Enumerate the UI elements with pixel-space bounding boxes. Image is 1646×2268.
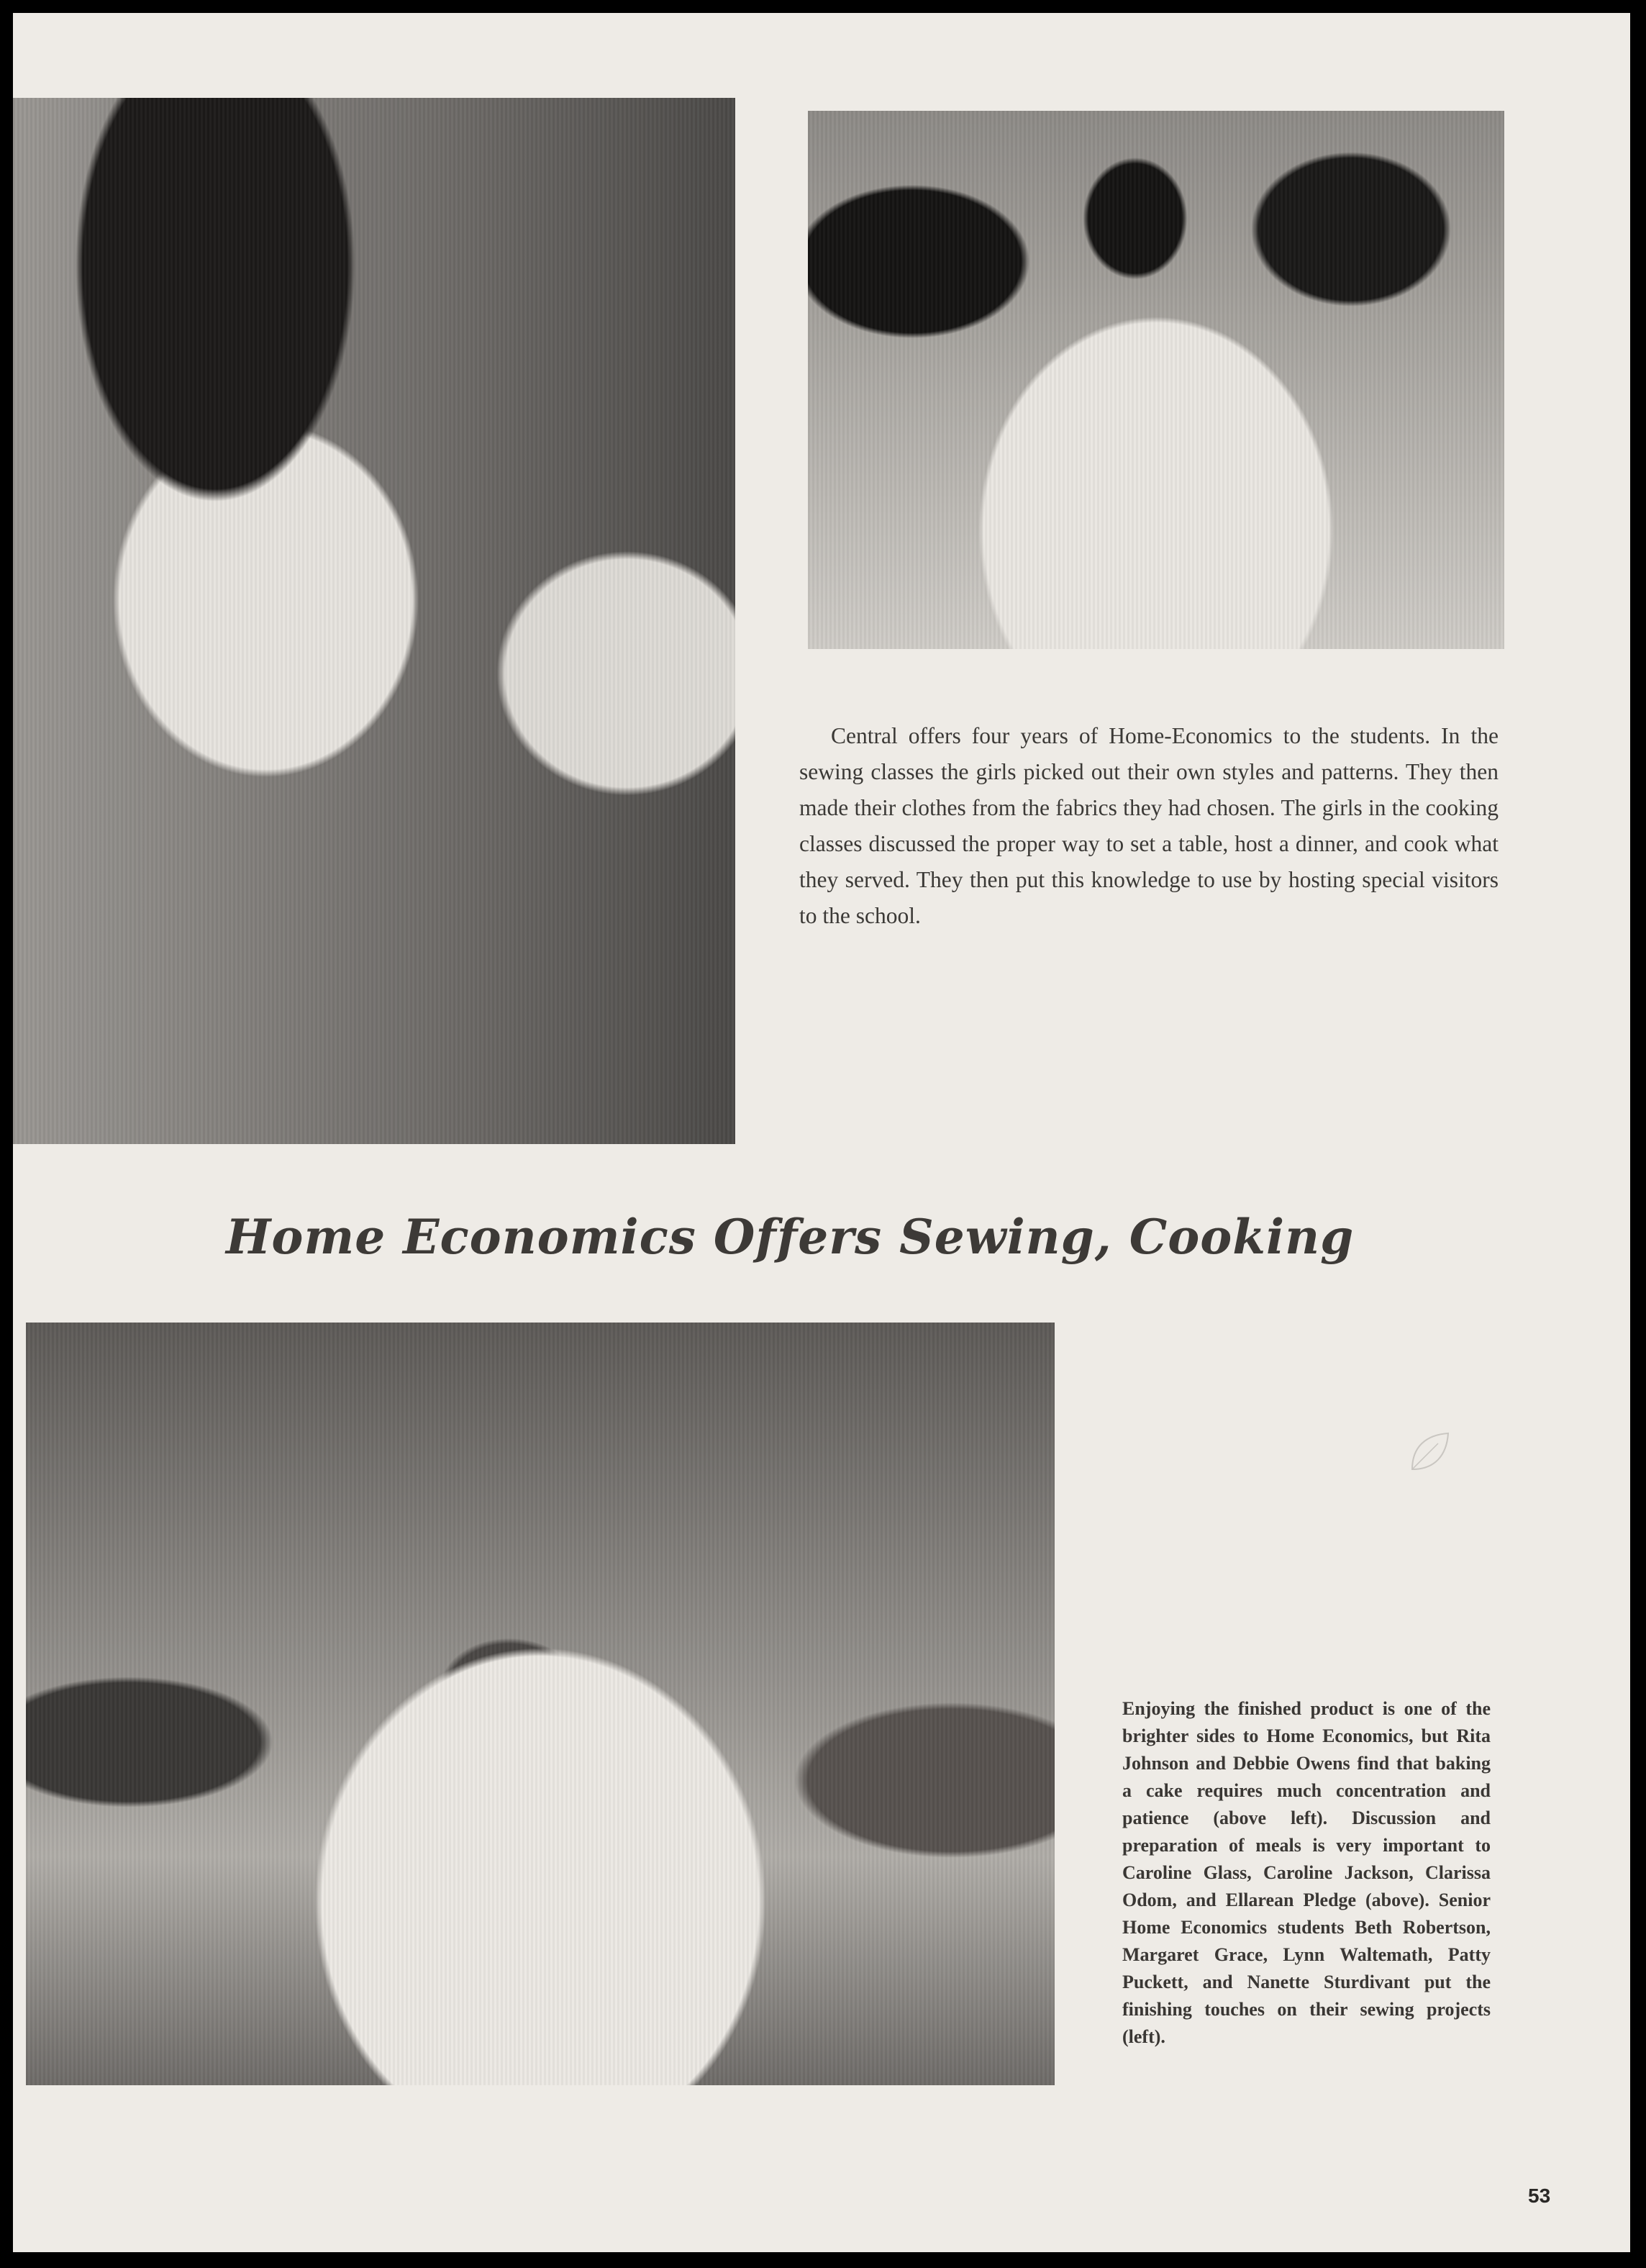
sewing-class-photo bbox=[26, 1323, 1055, 2085]
page-headline: Home Economics Offers Sewing, Cooking bbox=[226, 1209, 1355, 1265]
meal-discussion-photo bbox=[808, 111, 1504, 649]
cooking-class-photo bbox=[13, 98, 735, 1144]
page-number: 53 bbox=[1528, 2185, 1551, 2207]
yearbook-page bbox=[13, 13, 1630, 2252]
body-text: Central offers four years of Home-Economics to the students. In the sewing classes the girls picked out their own styles and patterns. They then made their clothes from the fabrics they had chosen. The girls in the cooking classes discussed the proper way to set a table, host a dinner, and cook what they served. They then put this knowledge to use by hosting special visitors to the school. bbox=[799, 723, 1499, 928]
leaf-icon bbox=[1406, 1429, 1452, 1475]
photo-caption: Enjoying the finished product is one of the brighter sides to Home Economics, but Rita Johnson and Debbie Owens find that baking a cake requires much concentration and patience (above left). Discussion and preparation of meals is very important to Caroline Glass, Caroline Jackson, Clarissa Odom, and Ellarean Pledge (above). Senior Home Economics students Beth Robertson, Margaret Grace, Lynn Waltemath, Patty Puckett, and Nanette Sturdivant put the finishing touches on their sewing projects (left). bbox=[1122, 1698, 1491, 2047]
